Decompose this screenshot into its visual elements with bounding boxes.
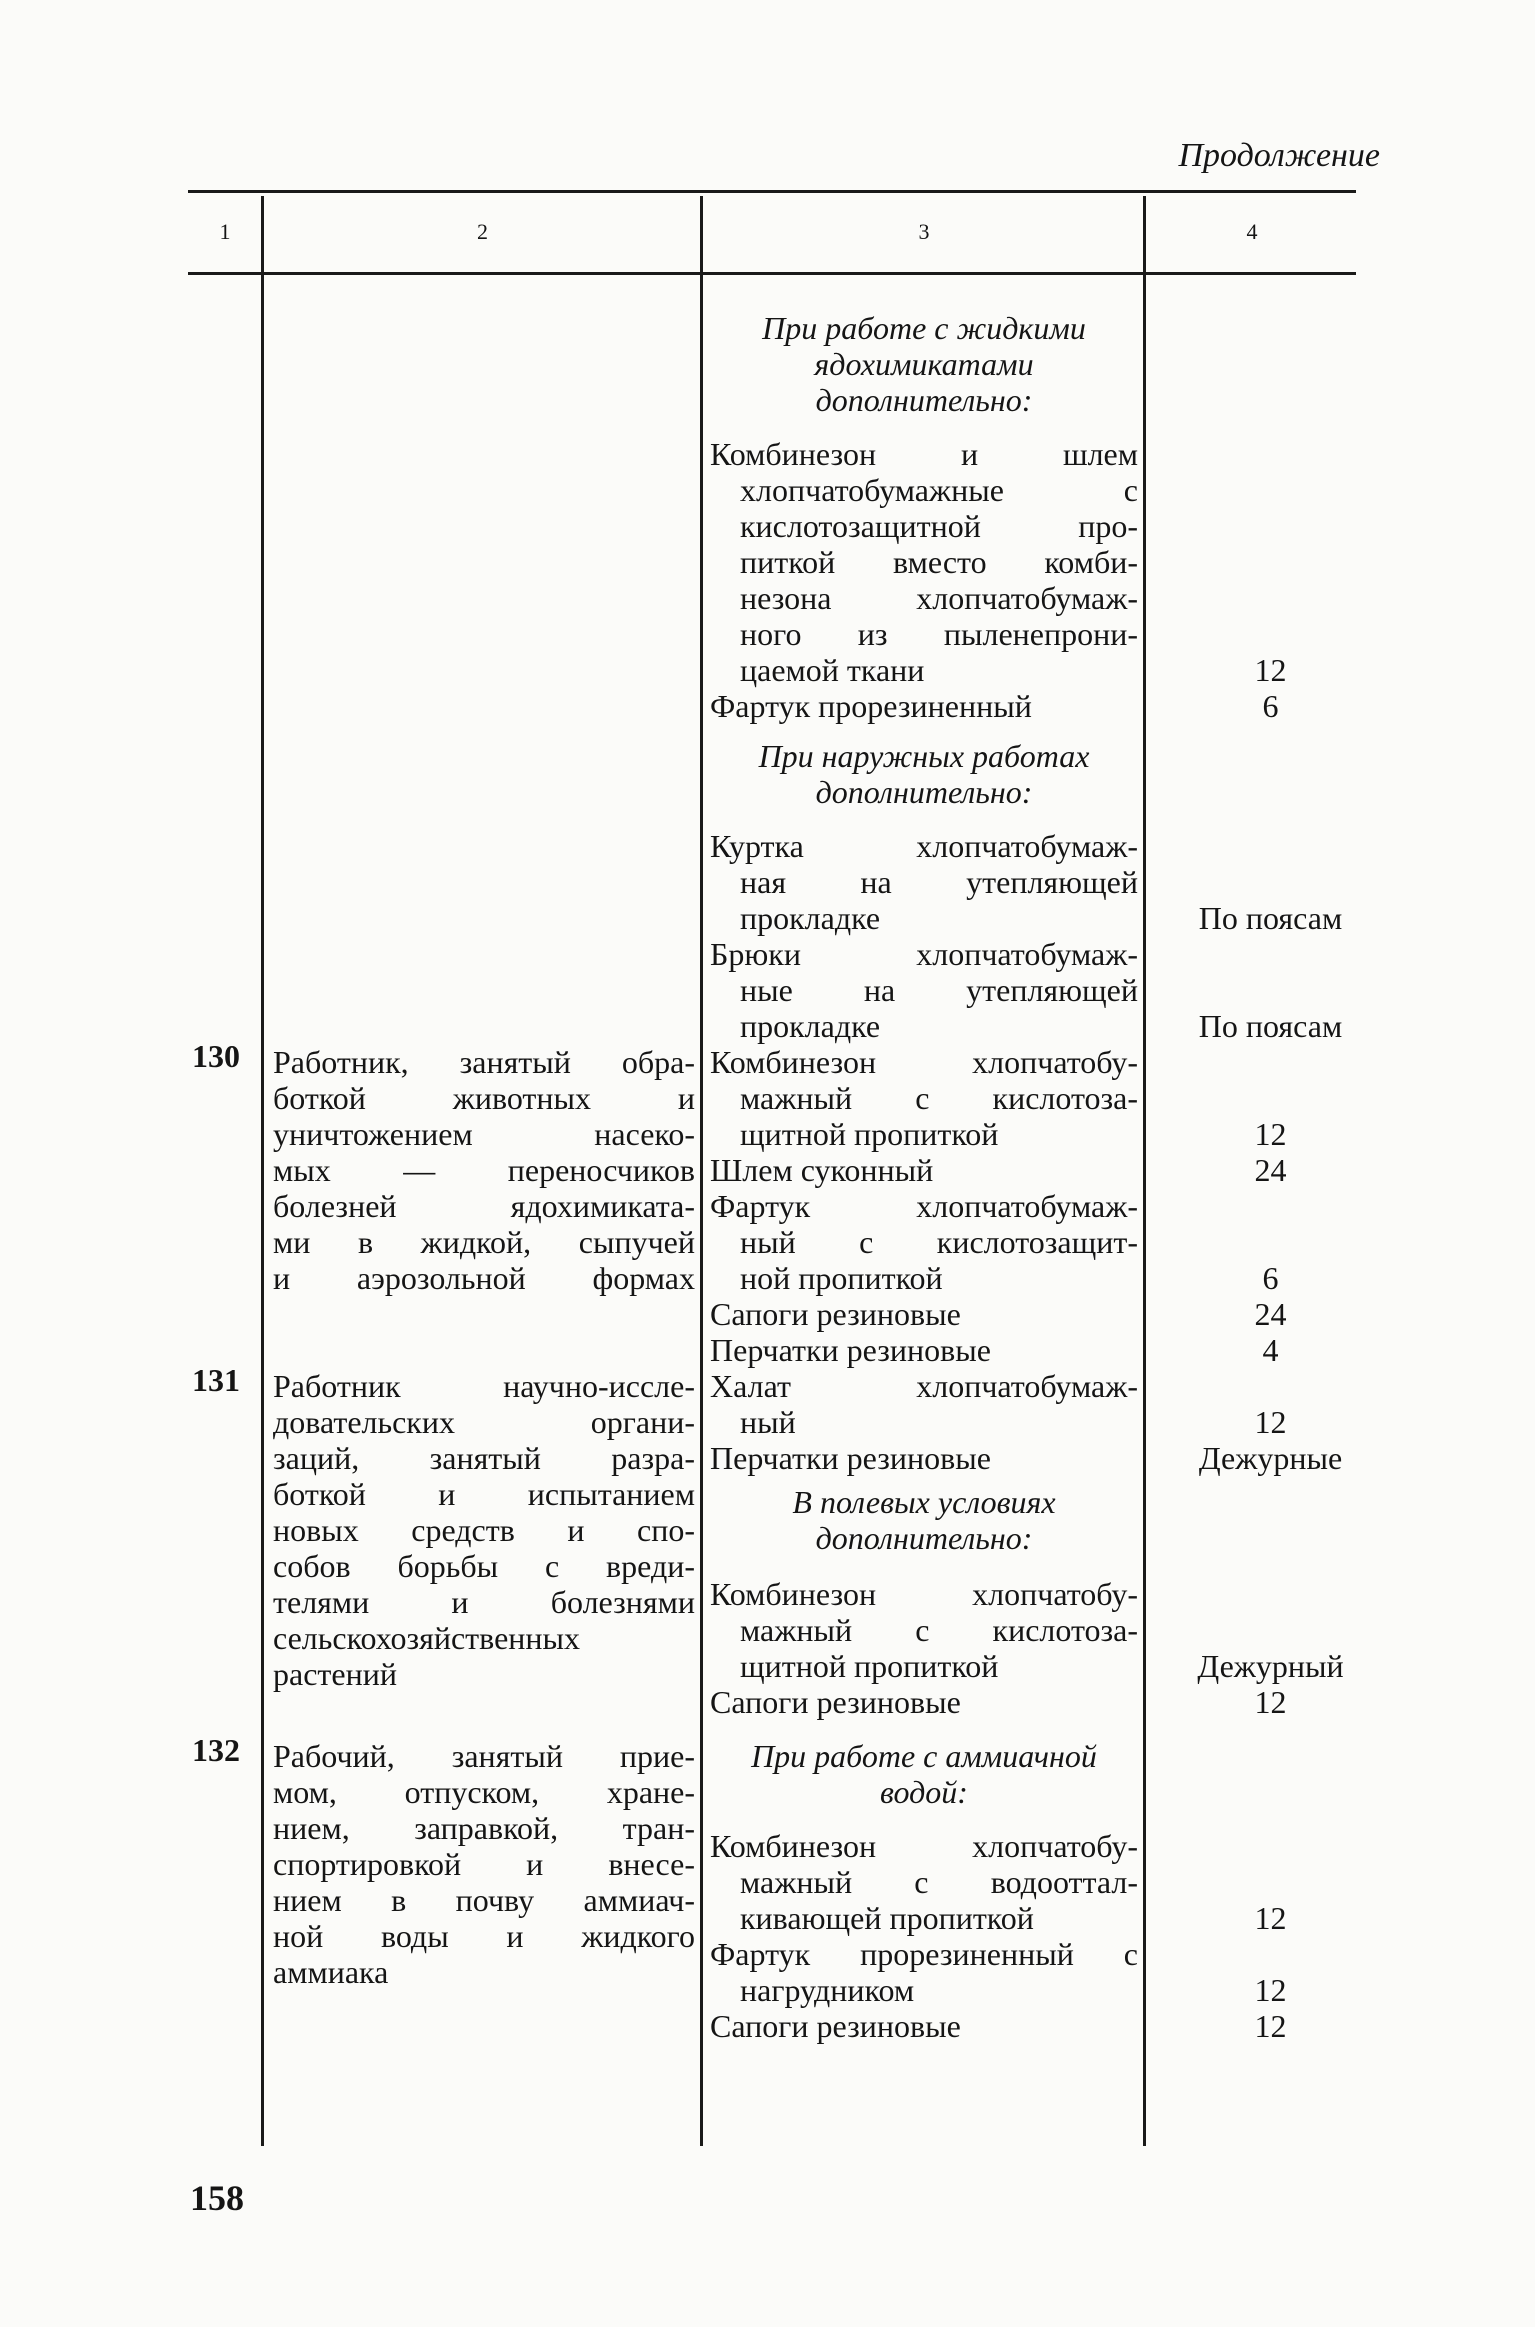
term-value: 12: [1254, 1684, 1287, 1720]
term-value: По поясам: [1198, 900, 1343, 936]
term-value: 12: [1254, 1116, 1287, 1152]
term-value: Дежурный: [1197, 1648, 1344, 1684]
term-value: 6: [1262, 688, 1279, 724]
row-number: 132: [192, 1732, 240, 1768]
document-page: Продолжение 1 2 3 4 При работе с жидкими ядохимикатами дополнительно: Комбинезон и шлем хлопчатобумажные с кислотозащитной про- питкой вместо комби- незона хлопчатобумаж- ного из пыленепрони- цаемой ткани 12 Фартук прорезиненный 6 При наружных работах дополнительно: Куртка хлопчатобумаж- ная на утепляющей прокладке По поясам Брюки хлопчатобумаж- ные на утепляющей прокладке По поясам 130 Работник, занятый обра- боткой животных и уничтожением насеко- мых — переносчиков болезней ядохимиката- ми в жидкой, сыпучей и аэрозольной формах Комбинезон хлопчатобу- мажный с кислотоза- щитной пропиткой 12 Шлем суконный 24 Фартук хлопчатобумаж- ный с кислотозащит- ной пропиткой 6 Сапоги резиновые 24 Перчатки резиновые 4 131 Работник научно-иссле- довательских органи- заций, занятый разра- боткой и испытанием новых средств и спо- собов борьбы с вреди- телями и болезнями сельскохозяйственных растений Халат хлопчатобумаж- ный 12 Перчатки резиновые Дежурные В полевых условиях дополнительно: Комбинезон хлопчатобу- мажный с кислотоза- щитной пропиткой Дежурный Сапоги резиновые 12 132 Рабочий, занятый прие- мом, отпуском, хране- нием, заправкой, тран- спортировкой и внесе- нием в почву аммиач- ной воды и жидкого аммиака При работе с аммиачной водой: Комбинезон хлопчатобу- мажный с водооттал- кивающей пропиткой 12 Фартук прорезиненный с нагрудником 12 Сапоги резиновые 12 158: [0, 0, 1535, 2327]
row-number: 130: [192, 1038, 240, 1074]
term-value: 24: [1254, 1296, 1287, 1332]
term-value: 12: [1254, 1900, 1287, 1936]
header-col-4: 4: [1246, 219, 1258, 244]
header-col-2: 2: [477, 219, 488, 244]
row-number: 131: [192, 1362, 240, 1398]
term-value: 12: [1254, 2008, 1287, 2044]
term-value: 12: [1254, 1972, 1287, 2008]
page-number: 158: [190, 2178, 244, 2218]
table-header-rule: [188, 272, 1356, 275]
term-value: Дежурные: [1198, 1440, 1343, 1476]
continuation-label: Продолжение: [1178, 137, 1380, 174]
term-value: 4: [1262, 1332, 1279, 1368]
column-divider-2: [700, 196, 703, 2146]
term-value: 12: [1254, 652, 1287, 688]
header-col-1: 1: [219, 219, 231, 244]
column-divider-1: [261, 196, 264, 2146]
term-value: 6: [1262, 1260, 1279, 1296]
column-divider-3: [1143, 196, 1146, 2146]
term-value: 24: [1254, 1152, 1287, 1188]
header-col-3: 3: [918, 219, 930, 244]
table-top-rule: [188, 190, 1356, 193]
term-value: По поясам: [1198, 1008, 1343, 1044]
term-value: 12: [1254, 1404, 1287, 1440]
